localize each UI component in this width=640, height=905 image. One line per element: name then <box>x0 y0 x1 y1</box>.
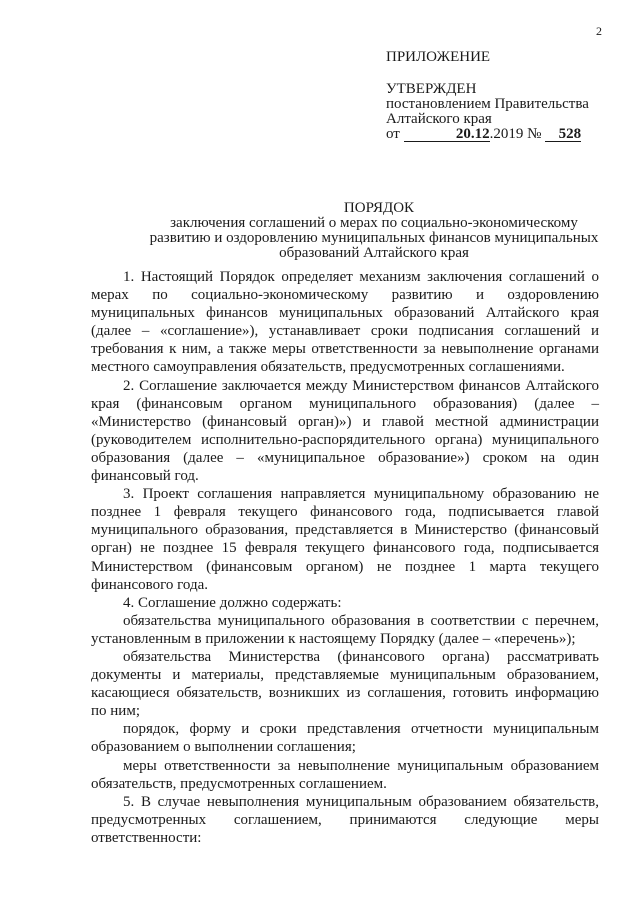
approval-year: .2019 № <box>489 126 542 142</box>
paragraph-4: 4. Соглашение должно содержать: <box>123 594 342 611</box>
paragraph-2: 2. Соглашение заключается между Министерством финансов Алтайского края (финансовым органом муниципального образования) (далее – «Министерство (финансовый орган)») и главой местной администрации (руководителем исполнительно-распорядительного органа) муниципального образования (далее – «муниципальное образование») сроком на один финансовый год. <box>91 377 599 485</box>
approval-date: 20.12 <box>404 127 490 142</box>
document-title: ПОРЯДОК <box>343 200 415 216</box>
approval-number: 528 <box>545 127 581 142</box>
document-heading <box>0 201 640 261</box>
document-subtitle-line-2: развитию и оздоровлению муниципальных финансов муниципальных <box>149 230 599 246</box>
paragraph-1: 1. Настоящий Порядок определяет механизм заключения соглашений о мерах по социально-экономическому развитию и оздоровлению муниципальных финансов муниципальных образований Алтайского края (далее – «соглашение»), устанавливает сроки подписания соглашений и требования к ним, а также меры ответственности за невыполнение органами местного самоуправления обязательств, предусмотренных соглашениями. <box>91 269 599 376</box>
document-subtitle-line-1: заключения соглашений о мерах по социально-экономическому <box>170 215 578 231</box>
approval-date-line <box>386 127 589 142</box>
from-label: от <box>386 126 400 142</box>
paragraph-4-item-4: меры ответственности за невыполнение муниципальным образованием обязательств, предусмотренных соглашением. <box>91 757 599 792</box>
paragraph-4-item-3: порядок, форму и сроки представления отчетности муниципальным образованием о выполнении соглашения; <box>91 721 599 756</box>
approval-line-1: постановлением Правительства <box>386 96 589 112</box>
appendix-label: ПРИЛОЖЕНИЕ <box>386 49 491 65</box>
document-body <box>91 268 599 847</box>
paragraph-4-item-1: обязательства муниципального образования в соответствии с перечнем, установленным в приложении к настоящему Порядку (далее – «перечень»); <box>91 612 599 647</box>
paragraph-3: 3. Проект соглашения направляется муниципальному образованию не позднее 1 февраля текущего финансового года, подписывается главой муниципального образования, представляется в Министерство (финансовый орган) не позднее 15 февраля текущего финансового года, подписывается Министерством (финансовым органом) не позднее 1 марта текущего финансового года. <box>91 486 599 593</box>
approved-label: УТВЕРЖДЕН <box>386 81 477 97</box>
document-subtitle-line-3: образований Алтайского края <box>279 245 469 261</box>
approval-block <box>386 50 589 142</box>
page-number: 2 <box>596 24 602 38</box>
paragraph-5: 5. В случае невыполнения муниципальным образованием обязательств, предусмотренных соглашением, принимаются следующие меры ответственности: <box>91 793 599 846</box>
paragraph-4-item-2: обязательства Министерства (финансового органа) рассматривать документы и материалы, представляемые муниципальным образованием, касающиеся обязательств, возникших из соглашения, готовить информацию по ним; <box>91 648 599 720</box>
approval-line-2: Алтайского края <box>386 111 492 127</box>
